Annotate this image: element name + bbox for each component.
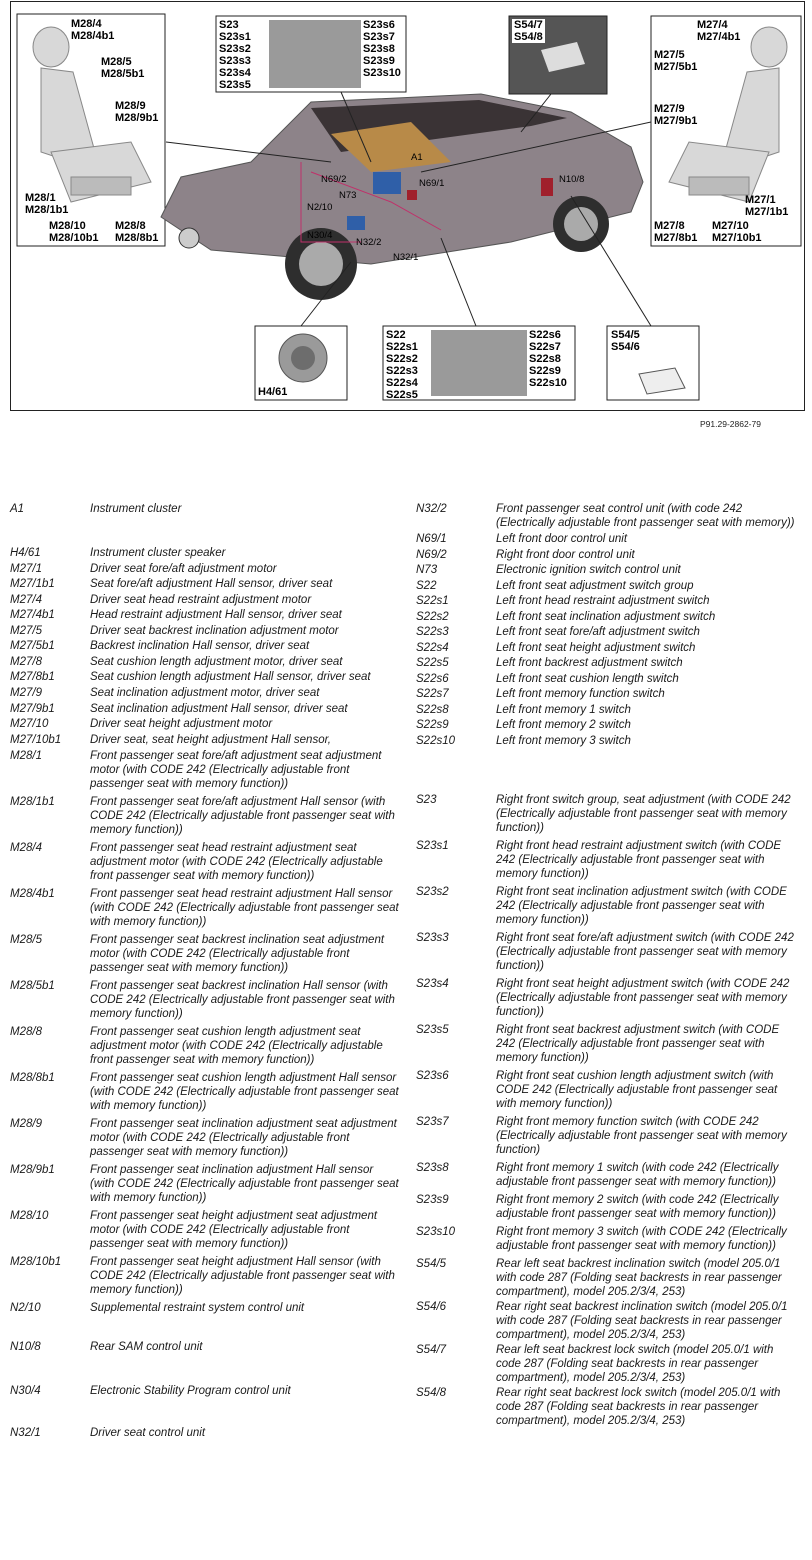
legend-code: S23s10 (416, 1225, 456, 1238)
legend-code: S22 (416, 579, 437, 592)
legend-row (10, 1255, 405, 1297)
label-s22s6: S22s6 (529, 329, 561, 341)
legend-code: M27/8b1 (10, 671, 55, 683)
label-s22s4: S22s4 (386, 377, 418, 389)
legend-row (10, 577, 405, 591)
component-location-diagram (10, 1, 805, 411)
legend-code: S22s7 (416, 688, 449, 700)
legend-row (416, 1225, 806, 1253)
legend-description: Front passenger seat inclination adjustment seat adjustment motor (with CODE 242 (Electrically adjustable front passenger seat with memory function)) (90, 1117, 397, 1158)
legend-code: M27/1 (10, 562, 42, 575)
legend-code: N69/2 (416, 548, 447, 561)
label-m28-4: M28/4 (71, 18, 102, 30)
figure-reference: P91.29-2862-79 (700, 419, 761, 429)
legend-row (10, 1163, 405, 1205)
legend-row (416, 656, 806, 670)
legend-code: M27/4b1 (10, 609, 55, 621)
label-m27-1b1: M27/1b1 (745, 206, 789, 218)
legend-code: N32/1 (10, 1426, 41, 1439)
legend-row (416, 672, 806, 686)
label-m28-4b1: M28/4b1 (71, 30, 115, 42)
label-m28-1b1: M28/1b1 (25, 204, 69, 216)
legend-description: Front passenger seat cushion length adjustment seat adjustment motor (with CODE 242 (Electrically adjustable front passenger seat with memory function)) (90, 1025, 383, 1066)
legend-description: Driver seat head restraint adjustment motor (90, 593, 312, 606)
legend-row (416, 1257, 806, 1299)
legend-description: Front passenger seat cushion length adjustment Hall sensor (with CODE 242 (Electrically adjustable front passenger seat with memory function)) (90, 1071, 399, 1112)
legend-code: M28/10b1 (10, 1255, 62, 1268)
legend-row (416, 703, 806, 717)
legend-description: Seat cushion length adjustment motor, driver seat (90, 655, 343, 668)
legend-code: S22s2 (416, 610, 449, 623)
label-s23s10: S23s10 (363, 67, 401, 79)
legend-description: Right front memory 2 switch (with code 242 (Electrically adjustable front passenger seat with memory function)) (496, 1193, 779, 1220)
legend-row (10, 887, 405, 929)
legend-row (10, 717, 405, 731)
legend-code: M28/5 (10, 933, 42, 946)
legend-row (10, 1209, 405, 1251)
legend-code: S23s4 (416, 977, 449, 990)
label-s22s3: S22s3 (386, 365, 418, 377)
label-s23s1: S23s1 (219, 31, 251, 43)
legend-description: Right front seat inclination adjustment switch (with CODE 242 (Electrically adjustable front passenger seat with memory function)) (496, 885, 787, 926)
label-m28-5: M28/5 (101, 56, 132, 68)
legend-code: M28/8 (10, 1025, 42, 1038)
legend-description: Left front door control unit (496, 533, 628, 545)
legend-row (10, 749, 405, 791)
legend-description: Right front door control unit (496, 548, 635, 561)
legend-description: Front passenger seat control unit (with code 242 (Electrically adjustable front passenger seat with memory)) (496, 503, 795, 529)
legend-row (10, 1340, 405, 1354)
legend-row (416, 548, 806, 562)
legend-description: Driver seat height adjustment motor (90, 718, 273, 730)
legend-description: Rear right seat backrest inclination switch (model 205.0/1 with code 287 (Folding seat backrests in rear passenger compartment), model 205.2/3/4, 253) (496, 1300, 788, 1341)
legend-code: M28/4 (10, 841, 42, 854)
legend-row (10, 593, 405, 607)
legend-code: M28/9 (10, 1117, 42, 1130)
legend-row (416, 610, 806, 624)
label-s23s9: S23s9 (363, 55, 395, 67)
legend-code: M28/1b1 (10, 795, 55, 808)
legend-description: Front passenger seat height adjustment seat adjustment motor (with CODE 242 (Electrically adjustable front passenger seat with memory function)) (90, 1209, 378, 1250)
label-m27-5: M27/5 (654, 49, 685, 61)
legend-code: S22s1 (416, 595, 449, 607)
legend-code: M28/4b1 (10, 887, 55, 900)
legend-description: Supplemental restraint system control unit (90, 1301, 305, 1314)
legend-code: M27/4 (10, 593, 42, 606)
label-m28-9b1: M28/9b1 (115, 112, 159, 124)
left-switch-labels-right (529, 329, 567, 389)
callout-n32-2: N32/2 (356, 237, 382, 248)
legend-code: M28/10 (10, 1209, 49, 1222)
legend-description: Head restraint adjustment Hall sensor, driver seat (90, 609, 342, 621)
legend-description: Left front memory 3 switch (496, 734, 631, 747)
label-s54-7: S54/7 (514, 19, 543, 31)
legend-row (416, 977, 806, 1019)
legend-code: H4/61 (10, 547, 41, 559)
legend-description: Driver seat backrest inclination adjustment motor (90, 624, 339, 637)
legend-description: Front passenger seat inclination adjustment Hall sensor (with CODE 242 (Electrically adjustable front passenger seat with memory function)) (90, 1163, 399, 1204)
callout-a1: A1 (411, 152, 423, 163)
legend-description: Electronic Stability Program control unit (90, 1384, 291, 1397)
legend-row (10, 1117, 405, 1159)
legend-description: Rear SAM control unit (90, 1340, 203, 1353)
legend-row (10, 979, 405, 1021)
legend-row (416, 1343, 806, 1385)
legend-code: M28/9b1 (10, 1163, 55, 1176)
right-switch-labels-left (219, 19, 251, 91)
callout-n32-1: N32/1 (393, 252, 419, 263)
legend-code: S23s5 (416, 1023, 449, 1036)
legend-row (10, 562, 405, 576)
legend-description: Right front seat height adjustment switch (with CODE 242 (Electrically adjustable front passenger seat with memory function)) (496, 977, 790, 1018)
legend-row (10, 933, 405, 975)
n69-1-module (407, 190, 417, 200)
callout-n69-2: N69/2 (321, 174, 347, 185)
n73-module (373, 172, 401, 194)
label-s22s9: S22s9 (529, 365, 561, 377)
legend-description: Left front seat cushion length switch (496, 672, 679, 685)
legend-code: S54/7 (416, 1343, 447, 1356)
label-h4-61: H4/61 (258, 386, 288, 398)
legend-row (10, 1301, 405, 1315)
callout-n10-8: N10/8 (559, 174, 585, 185)
label-s22s7: S22s7 (529, 341, 561, 353)
label-m27-5b1: M27/5b1 (654, 61, 698, 73)
legend-code: S23s2 (416, 885, 449, 898)
label-m27-1: M27/1 (745, 194, 776, 206)
label-m27-10: M27/10 (712, 220, 749, 232)
legend-code: S54/5 (416, 1257, 447, 1270)
speaker-cone-icon (291, 346, 315, 370)
legend-row (10, 546, 405, 560)
label-m27-9: M27/9 (654, 103, 685, 115)
legend-right-column (416, 502, 806, 1429)
legend-row (10, 795, 405, 837)
legend-code: S22s8 (416, 703, 449, 716)
legend-row (416, 839, 806, 881)
legend-code: S23s1 (416, 839, 449, 852)
legend-description: Driver seat, seat height adjustment Hall sensor, (90, 733, 331, 746)
legend-description: Instrument cluster speaker (90, 547, 226, 559)
legend-left-column (10, 502, 405, 1441)
legend-code: S23s6 (416, 1069, 449, 1082)
label-s23s3: S23s3 (219, 55, 251, 67)
legend-code: M28/1 (10, 749, 42, 762)
legend-description: Right front memory function switch (with CODE 242 (Electrically adjustable front passenger seat with memory function) (496, 1115, 787, 1156)
legend-description: Front passenger seat head restraint adjustment seat adjustment motor (with CODE 242 (Electrically adjustable front passenger seat with memory function)) (90, 841, 383, 882)
legend-description: Front passenger seat backrest inclination Hall sensor (with CODE 242 (Electrically adjustable front passenger seat with memory function)) (90, 979, 395, 1020)
legend-row (10, 1426, 405, 1440)
label-s54-5: S54/5 (611, 329, 640, 341)
legend-code: M27/5b1 (10, 640, 55, 652)
n30-4-module (347, 216, 365, 230)
legend-row (416, 793, 806, 835)
legend-code: S22s10 (416, 734, 456, 747)
label-m28-9: M28/9 (115, 100, 146, 112)
legend-code: M27/9 (10, 687, 42, 699)
legend-row (10, 639, 405, 653)
label-m28-10b1: M28/10b1 (49, 232, 99, 244)
legend-description: Left front seat adjustment switch group (496, 579, 694, 592)
legend-description: Instrument cluster (90, 503, 182, 515)
legend-description: Front passenger seat fore/aft adjustment seat adjustment motor (with CODE 242 (Electrically adjustable front passenger seat with memory function)) (90, 749, 382, 790)
legend-row (416, 931, 806, 973)
legend-code: S23s9 (416, 1193, 449, 1206)
legend-code: N32/2 (416, 503, 447, 515)
left-switch-labels-left (386, 329, 418, 401)
legend-row (10, 841, 405, 883)
legend-row (416, 579, 806, 593)
legend-description: Seat fore/aft adjustment Hall sensor, driver seat (90, 578, 333, 590)
legend-row (10, 1071, 405, 1113)
legend-row (416, 1115, 806, 1157)
legend-row (416, 532, 806, 546)
legend-description: Backrest inclination Hall sensor, driver seat (90, 640, 310, 652)
left-switch-photo (431, 330, 527, 396)
legend-code: N30/4 (10, 1384, 41, 1397)
label-s22s10: S22s10 (529, 377, 567, 389)
label-m28-8b1: M28/8b1 (115, 232, 159, 244)
label-m27-8: M27/8 (654, 220, 685, 232)
legend-description: Rear left seat backrest lock switch (model 205.0/1 with code 287 (Folding seat backrests in rear passenger compartment), model 205.2/3/4, 253) (496, 1343, 774, 1384)
label-s23s4: S23s4 (219, 67, 251, 79)
legend-description: Right front memory 1 switch (with code 242 (Electrically adjustable front passenger seat with memory function)) (496, 1161, 779, 1188)
legend-row (416, 594, 806, 608)
legend-row (416, 1069, 806, 1111)
legend-row (10, 624, 405, 638)
label-m28-1: M28/1 (25, 192, 56, 204)
legend-description: Left front head restraint adjustment switch (496, 595, 710, 607)
legend-description: Front passenger seat head restraint adjustment Hall sensor (with CODE 242 (Electrically adjustable front passenger seat with memory function)) (90, 887, 399, 928)
legend-row (416, 1300, 806, 1342)
car-illustration (161, 94, 643, 300)
label-s23s6: S23s6 (363, 19, 395, 31)
label-s23s2: S23s2 (219, 43, 251, 55)
label-s22s5: S22s5 (386, 389, 418, 401)
right-switch-labels-right (363, 19, 401, 79)
legend-code: S22s4 (416, 641, 449, 654)
legend-description: Right front switch group, seat adjustment (with CODE 242 (Electrically adjustable front passenger seat with memory function)) (496, 793, 791, 834)
legend-row (416, 502, 806, 530)
legend-description: Front passenger seat backrest inclination seat adjustment motor (with CODE 242 (Electrically adjustable front passenger seat with memory function)) (90, 933, 385, 974)
legend-description: Left front backrest adjustment switch (496, 657, 683, 669)
label-s22s8: S22s8 (529, 353, 561, 365)
legend-row (10, 670, 405, 684)
legend-row (416, 1161, 806, 1189)
legend-code: S22s9 (416, 719, 449, 731)
legend-description: Left front memory 2 switch (496, 719, 631, 731)
legend-code: N69/1 (416, 533, 447, 545)
legend-code: M27/9b1 (10, 702, 55, 715)
label-s23s5: S23s5 (219, 79, 251, 91)
legend-row (416, 734, 806, 748)
legend-row (416, 625, 806, 639)
label-m27-8b1: M27/8b1 (654, 232, 698, 244)
legend-description: Left front seat inclination adjustment switch (496, 610, 716, 623)
legend-description: Front passenger seat height adjustment Hall sensor (with CODE 242 (Electrically adjustable front passenger seat with memory function)) (90, 1255, 395, 1296)
legend-code: N10/8 (10, 1340, 41, 1353)
legend-row (416, 1193, 806, 1221)
legend-code: M27/5 (10, 624, 42, 637)
legend-code: S22s3 (416, 626, 449, 638)
legend-code: S22s6 (416, 672, 449, 685)
legend-row (416, 1386, 806, 1428)
label-m27-4: M27/4 (697, 19, 728, 31)
legend-row (416, 1023, 806, 1065)
legend-description: Seat inclination adjustment motor, driver seat (90, 687, 320, 699)
legend-code: M27/1b1 (10, 578, 55, 590)
label-s23: S23 (219, 19, 239, 31)
callout-n69-1: N69/1 (419, 178, 445, 189)
legend-description: Left front memory function switch (496, 688, 665, 700)
label-s23s8: S23s8 (363, 43, 395, 55)
right-switch-photo (269, 20, 361, 88)
legend-description: Right front head restraint adjustment switch (with CODE 242 (Electrically adjustable front passenger seat with memory function)) (496, 839, 782, 880)
legend-row (10, 702, 405, 716)
label-s54-8: S54/8 (514, 31, 543, 43)
legend-code: S54/8 (416, 1386, 447, 1399)
legend-code: M28/8b1 (10, 1071, 55, 1084)
legend-code: N73 (416, 564, 438, 576)
legend-code: S23s7 (416, 1115, 449, 1128)
legend-code: S23s3 (416, 931, 449, 944)
legend-description: Driver seat fore/aft adjustment motor (90, 562, 277, 575)
legend-description: Rear left seat backrest inclination switch (model 205.0/1 with code 287 (Folding seat backrests in rear passenger compartment), model 205.2/3/4, 253) (496, 1257, 782, 1298)
callout-n73: N73 (339, 190, 357, 201)
legend-description: Right front seat fore/aft adjustment switch (with CODE 242 (Electrically adjustable front passenger seat with memory function)) (496, 931, 794, 972)
label-m28-5b1: M28/5b1 (101, 68, 145, 80)
legend-description: Left front seat height adjustment switch (496, 641, 696, 654)
legend-code: A1 (10, 503, 25, 515)
legend-description: Seat inclination adjustment Hall sensor, driver seat (90, 702, 348, 715)
label-m27-10b1: M27/10b1 (712, 232, 762, 244)
legend-row (416, 718, 806, 732)
legend-code: S23s8 (416, 1161, 449, 1174)
label-m27-9b1: M27/9b1 (654, 115, 698, 127)
legend-row (10, 502, 405, 516)
legend-row (10, 1025, 405, 1067)
legend-row (416, 563, 806, 577)
legend-row (416, 641, 806, 655)
legend-row (416, 687, 806, 701)
label-m27-4b1: M27/4b1 (697, 31, 741, 43)
legend-row (10, 686, 405, 700)
legend-row (416, 885, 806, 927)
legend-code: M27/10 (10, 718, 49, 730)
label-m28-8: M28/8 (115, 220, 146, 232)
legend-code: S54/6 (416, 1300, 447, 1313)
legend-description: Electronic ignition switch control unit (496, 564, 681, 576)
legend-row (10, 1384, 405, 1398)
label-s22s2: S22s2 (386, 353, 418, 365)
legend-description: Right front memory 3 switch (with CODE 242 (Electrically adjustable front passenger seat with memory function)) (496, 1225, 787, 1252)
legend-description: Right front seat cushion length adjustment switch (with CODE 242 (Electrically adjustable front passenger seat with memory function)) (496, 1069, 778, 1110)
legend-row (10, 608, 405, 622)
legend-row (10, 655, 405, 669)
callout-n30-4: N30/4 (307, 230, 333, 241)
legend-description: Rear right seat backrest lock switch (model 205.0/1 with code 287 (Folding seat backrests in rear passenger compartment), model 205.2/3/4, 253) (496, 1386, 781, 1427)
legend-code: M27/8 (10, 655, 42, 668)
legend-row (10, 733, 405, 747)
callout-n2-10: N2/10 (307, 202, 333, 213)
label-s54-6: S54/6 (611, 341, 640, 353)
legend-code: M28/5b1 (10, 979, 55, 992)
n10-8-module (541, 178, 553, 196)
legend-code: S23 (416, 793, 437, 806)
legend-code: M27/10b1 (10, 733, 62, 746)
legend-code: N2/10 (10, 1301, 41, 1314)
legend-code: S22s5 (416, 657, 449, 669)
legend-description: Driver seat control unit (90, 1426, 206, 1439)
label-s22s1: S22s1 (386, 341, 418, 353)
legend-description: Left front seat fore/aft adjustment switch (496, 626, 700, 638)
legend-description: Front passenger seat fore/aft adjustment Hall sensor (with CODE 242 (Electrically adjustable front passenger seat with memory function)) (90, 795, 395, 836)
label-s22: S22 (386, 329, 406, 341)
legend-description: Seat cushion length adjustment Hall sensor, driver seat (90, 671, 371, 683)
label-s23s7: S23s7 (363, 31, 395, 43)
legend-description: Left front memory 1 switch (496, 703, 631, 716)
label-m28-10: M28/10 (49, 220, 86, 232)
legend-description: Right front seat backrest adjustment switch (with CODE 242 (Electrically adjustable front passenger seat with memory function)) (496, 1023, 780, 1064)
